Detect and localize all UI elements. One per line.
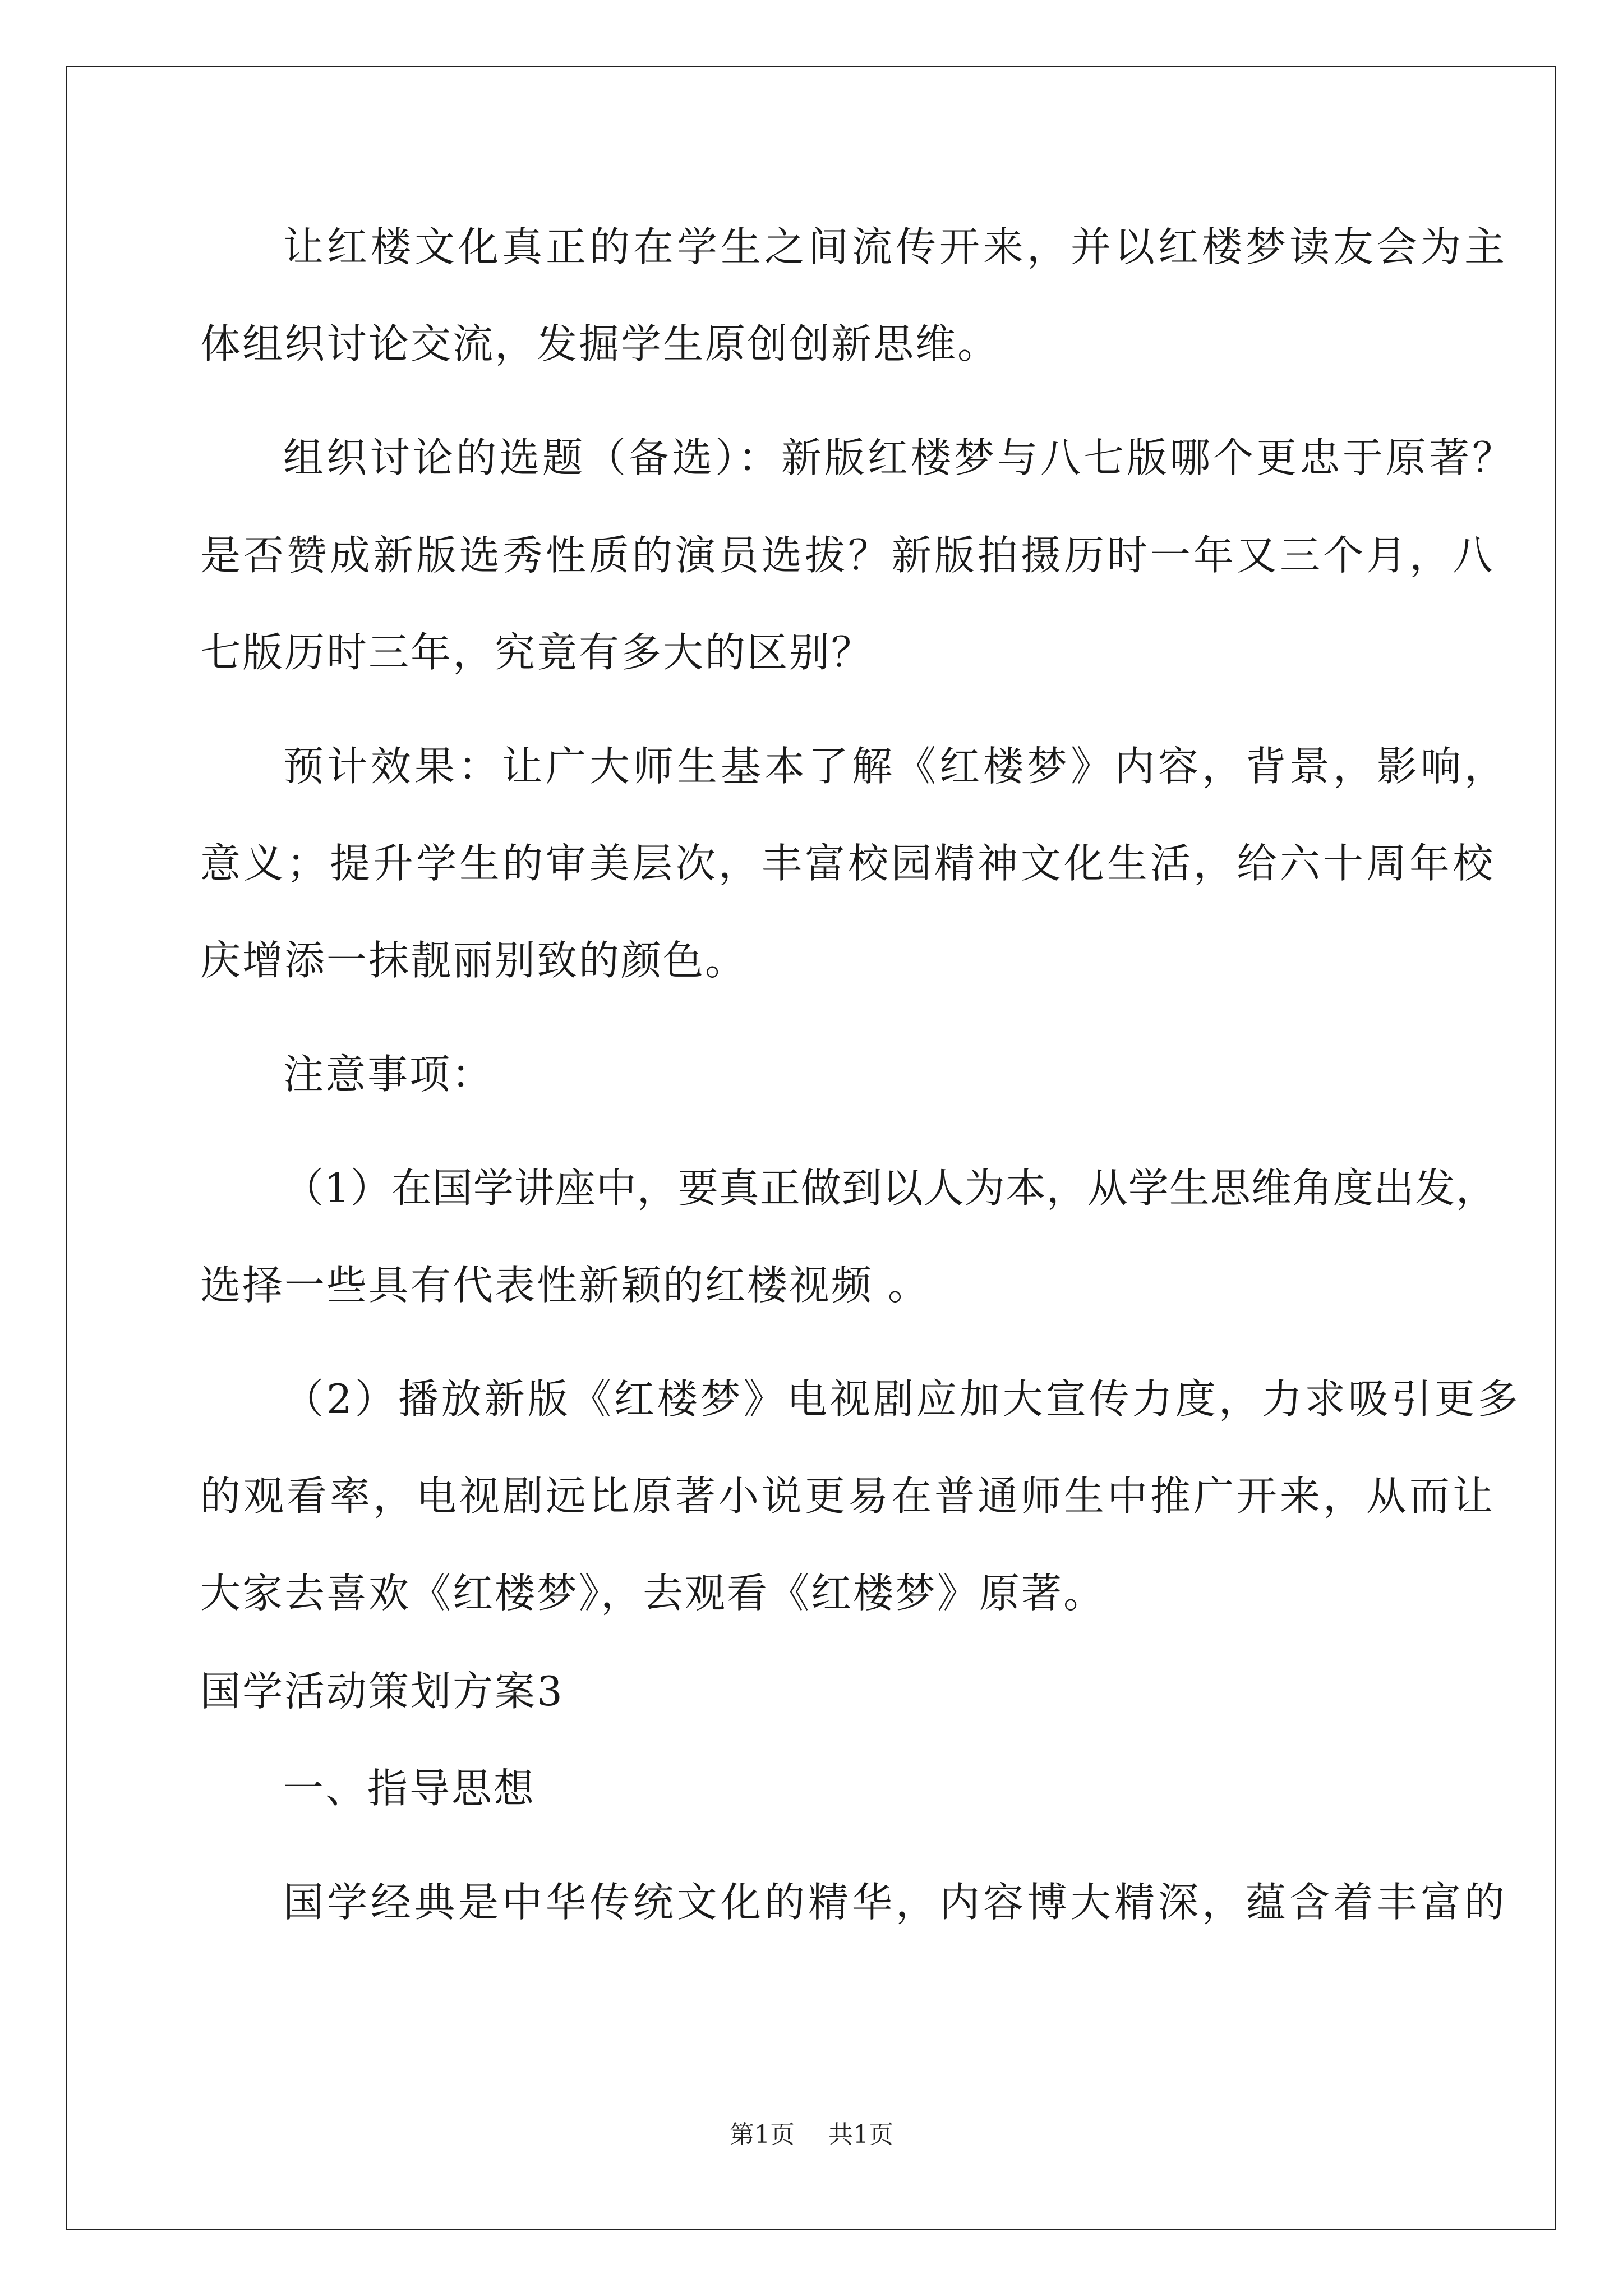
paragraph-line: 预计效果：让广大师生基本了解《红楼梦》内容，背景，影响， (283, 743, 1509, 790)
subsection-heading: 一、指导思想 (283, 1765, 536, 1812)
paragraph-line: 大家去喜欢《红楼梦》，去观看《红楼梦》原著。 (200, 1570, 1106, 1617)
page-footer (0, 2119, 1623, 2151)
paragraph-line: 体组织讨论交流，发掘学生原创创新思维。 (200, 320, 1000, 367)
page-number: 第1页 (730, 2120, 795, 2149)
page-total: 共1页 (828, 2120, 893, 2149)
paragraph-line: 让红楼文化真正的在学生之间流传开来，并以红楼梦读友会为主 (283, 223, 1509, 270)
section-heading: 国学活动策划方案3 (200, 1668, 564, 1715)
paragraph-line: 注意事项： (283, 1051, 494, 1098)
paragraph-line: （1）在国学讲座中，要真正做到以人为本，从学生思维角度出发， (283, 1165, 1497, 1212)
paragraph-line: 是否赞成新版选秀性质的演员选拔？新版拍摄历时一年又三个月，八 (200, 532, 1496, 579)
paragraph-line: 庆增添一抹靓丽别致的颜色。 (200, 937, 748, 984)
paragraph-line: 国学经典是中华传统文化的精华，内容博大精深，蕴含着丰富的 (283, 1879, 1509, 1926)
paragraph-line: 意义；提升学生的审美层次，丰富校园精神文化生活，给六十周年校 (200, 840, 1496, 887)
paragraph-line: 组织讨论的选题（备选）：新版红楼梦与八七版哪个更忠于原著？ (283, 434, 1516, 481)
paragraph-line: 的观看率，电视剧远比原著小说更易在普通师生中推广开来，从而让 (200, 1473, 1496, 1520)
paragraph-line: （2）播放新版《红楼梦》电视剧应加大宣传力度，力求吸引更多 (283, 1375, 1521, 1423)
paragraph-line: 七版历时三年，究竟有多大的区别？ (200, 629, 874, 676)
paragraph-line: 选择一些具有代表性新颖的红楼视频 。 (200, 1262, 930, 1309)
